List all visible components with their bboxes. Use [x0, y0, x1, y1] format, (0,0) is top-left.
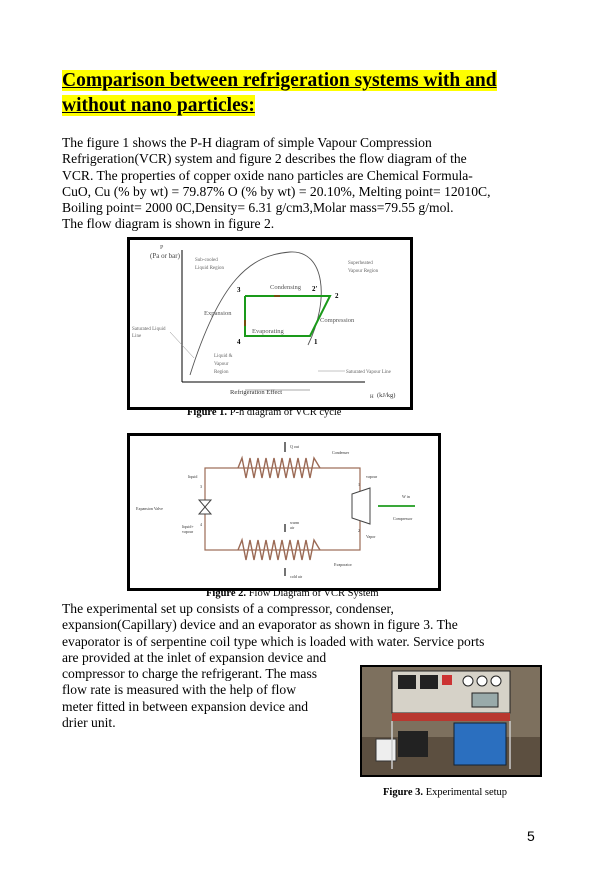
paragraph-line: VCR. The properties of copper oxide nano particles are Chemical Formula-: [62, 167, 473, 183]
sat-liquid-label: Saturated Liquid: [132, 327, 166, 332]
liquid-vapour-label: liquid+: [182, 524, 194, 529]
figure-3-photo: [360, 665, 542, 777]
page-number: 5: [527, 828, 535, 844]
paragraph-line: CuO, Cu (% by wt) = 79.87% O (% by wt) = 20.10%, Melting point= 12010C,: [62, 183, 491, 199]
compressor-label: Compressor: [393, 516, 413, 521]
paragraph-line: evaporator is of serpentine coil type which is loaded with water. Service ports: [62, 633, 485, 649]
axis-x-label: H: [370, 395, 374, 400]
evaporating-label: Evaporating: [252, 328, 284, 335]
point-2: 2: [335, 292, 339, 300]
paragraph-line: compressor to charge the refrigerant. The mass: [62, 666, 318, 682]
condenser-label: Condenser: [332, 450, 350, 455]
experimental-setup-illustration: [362, 667, 540, 775]
paragraph-line: are provided at the inlet of expansion device and: [62, 649, 327, 665]
sat-vapour-label: Saturated Vapour Line: [346, 370, 391, 375]
node-4: 4: [200, 522, 202, 527]
liquid-vapour-label-3: Region: [214, 370, 229, 375]
compressor-symbol: [352, 488, 370, 524]
heading-line-1: Comparison between refrigeration systems with and: [62, 70, 497, 91]
section-heading: [62, 68, 542, 118]
ph-diagram-svg: [130, 240, 410, 407]
refrigerant-loop: [205, 468, 360, 550]
axis-y-unit: (Pa or bar): [150, 252, 180, 260]
subcooled-label-2: Liquid Region: [195, 266, 225, 271]
sat-liquid-label-2: Line: [132, 334, 142, 339]
paragraph-line: Refrigeration(VCR) system and figure 2 describes the flow diagram of the: [62, 151, 467, 167]
paragraph-line: The experimental set up consists of a compressor, condenser,: [62, 601, 394, 616]
paragraph-line: The flow diagram is shown in figure 2.: [62, 216, 275, 232]
point-4: 4: [237, 338, 241, 346]
figure-3-caption: [383, 787, 507, 798]
paragraph-line: meter fitted in between expansion device and: [62, 698, 309, 714]
expansion-valve-label: Expansion Valve: [136, 506, 163, 511]
node-2: 2: [358, 528, 360, 533]
vapour-bottom-label: Vapor: [366, 534, 376, 539]
caption-label: Figure 1.: [187, 407, 228, 418]
warm-air-label: warm: [290, 520, 300, 525]
superheated-label-2: Vapour Region: [348, 269, 379, 274]
figure-1-ph-diagram: [127, 237, 413, 410]
caption-text: P-h diagram of VCR cycle: [227, 407, 342, 418]
intro-paragraph: [62, 135, 540, 233]
point-3: 3: [237, 286, 241, 294]
point-1: 1: [314, 338, 318, 346]
node-3: 3: [200, 484, 202, 489]
flow-diagram-svg: [130, 436, 438, 588]
w-in-label: W in: [402, 494, 410, 499]
caption-label: Figure 2.: [206, 588, 247, 599]
condensing-label: Condensing: [270, 284, 302, 291]
warm-air-label-2: air: [290, 525, 295, 530]
caption-text: Flow Diagram of VCR System: [246, 588, 379, 599]
axis-y-label: P: [160, 245, 164, 251]
point-2-prime: 2': [312, 285, 318, 293]
paragraph-line: flow rate is measured with the help of flow: [62, 682, 297, 698]
liquid-vapour-label-2: vapour: [182, 529, 194, 534]
figure-2-flow-diagram: [127, 433, 441, 591]
caption-label: Figure 3.: [383, 787, 424, 798]
heading-line-2: without nano particles:: [62, 95, 255, 116]
caption-text: Experimental setup: [423, 787, 508, 798]
expansion-valve-symbol: [199, 500, 211, 514]
figure-2-caption: [206, 588, 379, 599]
expansion-label: Expansion: [204, 310, 232, 317]
refrigeration-effect-label: Refrigeration Effect: [230, 389, 283, 396]
compression-label: Compression: [320, 317, 355, 324]
cold-air-label: cold air: [290, 574, 303, 579]
vapour-top-label: vapour: [366, 474, 378, 479]
subcooled-label: Sub-cooled: [195, 258, 218, 263]
evaporator-label: Evaporator: [334, 562, 352, 567]
axis-x-unit: (kJ/kg): [377, 392, 396, 399]
figure-1-caption: [187, 407, 341, 418]
liquid-vapour-label-2: Vapour: [214, 362, 229, 367]
liquid-vapour-label: Liquid &: [214, 354, 233, 359]
q-out-label: Q out: [290, 444, 299, 449]
node-1: 1: [358, 482, 360, 487]
paragraph-line: drier unit.: [62, 715, 116, 731]
paragraph-line: expansion(Capillary) device and an evaporator as shown in figure 3. The: [62, 617, 458, 633]
superheated-label: Superheated: [348, 261, 373, 266]
liquid-top-label: liquid: [188, 474, 198, 479]
paragraph-line: The figure 1 shows the P-H diagram of simple Vapour Compression: [62, 135, 432, 150]
paragraph-line: Boiling point= 2000 0C,Density= 6.31 g/cm3,Molar mass=79.55 g/mol.: [62, 200, 454, 216]
